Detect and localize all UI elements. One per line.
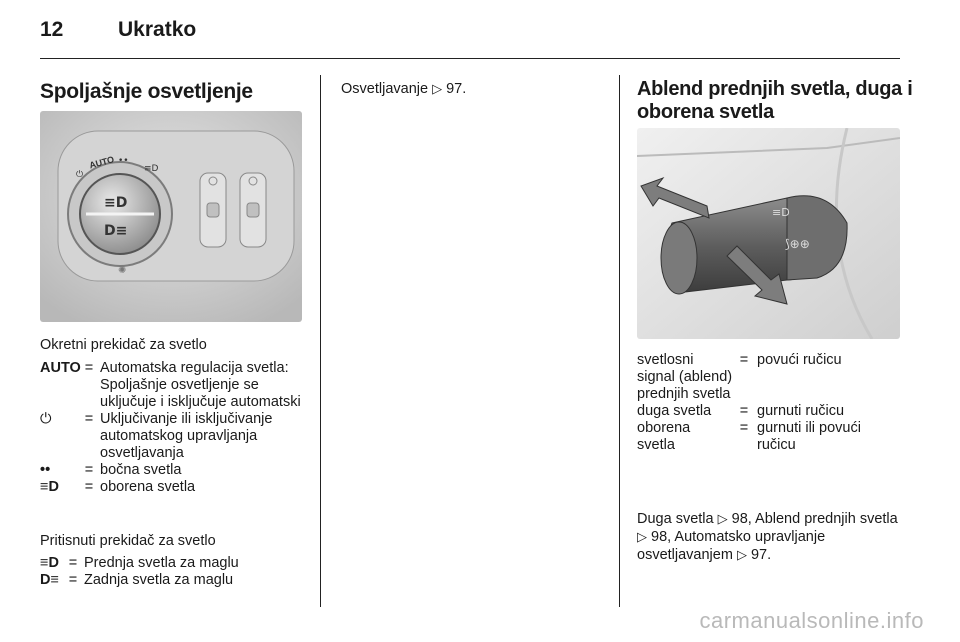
lighting-reference: Osvetljavanje ▷ 97. [341,81,467,97]
section-title-headlights: Ablend prednjih svetla, duga i oborena svetla [637,78,913,123]
svg-text:≡D: ≡D [104,195,128,211]
legend-row: ≡D = Prednja svetla za maglu [40,555,302,572]
legend-text: oborena svetla [100,479,196,495]
light-switch-svg [40,111,302,322]
svg-text:✺: ✺ [118,265,127,276]
switch-label-auto: AUTO [88,154,116,171]
legend-term: duga svetla [637,403,712,419]
legend-text: Prednja svetla za maglu [84,555,239,571]
column-divider-1 [320,75,321,607]
legend-symbol: AUTO [40,360,81,376]
legend-text: Automatska regulacija svetla: Spoljašnje osvetljenje se uključuje i isključuje automatski [100,360,301,410]
legend-row: duga svetla = gurnuti ručicu [637,403,900,420]
page-number: 12 [40,18,64,41]
page-ref-link[interactable]: 97. [750,547,772,563]
legend-row: •• = bočna svetla [40,462,302,479]
legend-row: svetlosni signal (ablend) prednjih svetla = povući ručicu [637,352,900,403]
turn-signal-lever-illustration [637,128,900,339]
legend-text: Zadnja svetla za maglu [84,572,234,588]
page-ref-link[interactable]: 98, Ablend prednjih svetla [731,511,898,527]
page-ref-link[interactable]: 97. [446,81,467,97]
light-switch-illustration [40,111,302,322]
watermark: carmanualsonline.info [699,608,924,633]
svg-text:≡D: ≡D [772,206,790,219]
svg-text:⏻: ⏻ [76,170,84,180]
legend-text: Uključivanje ili isključivanje automatskog upravljanja osvetljavanja [100,411,273,461]
power-icon: ⏻ [40,411,52,427]
page-ref-arrow-icon: ▷ [717,511,728,526]
svg-text:••: •• [118,156,129,166]
legend-term: oborena svetla [637,420,691,453]
rotary-switch-legend [40,360,302,496]
legend-term: svetlosni signal (ablend) prednjih svetla [637,352,733,402]
legend-text: bočna svetla [100,462,182,478]
page-ref-arrow-icon: ▷ [432,81,443,96]
caption-push-switch: Pritisnuti prekidač za svetlo [40,533,216,549]
legend-row: ≡D = oborena svetla [40,479,302,496]
lever-legend [637,352,900,454]
lever-svg [637,128,900,339]
headlights-references: Duga svetla ▷ 98, Ablend prednjih svetla ▷ 98, Automatsko upravljanje osvetljavanjem ▷ 97. [637,511,898,563]
legend-row: oborena svetla = gurnuti ili povući ručicu [637,420,900,454]
low-beam-icon: ≡D [40,479,59,495]
front-fog-light-icon: ≡D [40,555,59,571]
svg-text:≡D: ≡D [144,164,159,174]
push-switch-legend [40,555,302,589]
legend-def: gurnuti ručicu [757,403,845,419]
caption-rotary-switch: Okretni prekidač za svetlo [40,337,207,353]
legend-row: ⏻ = Uključivanje ili isključivanje automatskog upravljanja osvetljavanja [40,411,302,462]
svg-text:⟆⊕⊕: ⟆⊕⊕ [785,237,810,251]
page-ref-link[interactable]: 98, Automatsko upravljanje osvetljavanjem [637,529,826,563]
column-divider-2 [619,75,620,607]
legend-def: povući ručicu [757,352,842,368]
legend-def: gurnuti ili povući ručicu [757,420,861,453]
page-ref-arrow-icon: ▷ [637,529,647,544]
chapter-title: Ukratko [118,18,197,41]
legend-row: AUTO = Automatska regulacija svetla: Spoljašnje osvetljenje se uključuje i isključuje automatski [40,360,301,410]
svg-text:D≡: D≡ [104,223,128,239]
legend-row: D≡ = Zadnja svetla za maglu [40,572,302,589]
page-header [40,18,196,42]
rear-fog-light-icon: D≡ [40,572,59,588]
page-ref-arrow-icon: ▷ [736,547,747,562]
header-rule [40,58,900,59]
section-title-exterior-lights: Spoljašnje osvetljenje [40,80,253,103]
side-lights-icon: •• [40,462,51,478]
